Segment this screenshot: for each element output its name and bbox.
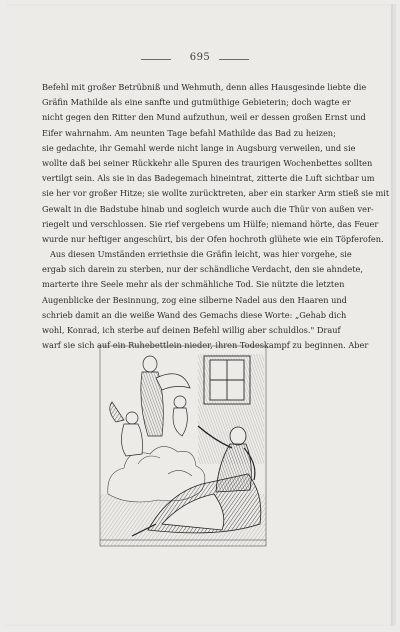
text-line: Aus diesen Umständen erriethsie die Gräfin leicht, was hier vorgehe, sie: [50, 249, 352, 260]
window: [204, 356, 250, 404]
text-line: Gewalt in die Badstube hinab und sogleich wurde auch die Thür von außen ver-: [42, 203, 374, 214]
text-line: wollte daß bei seiner Rückkehr alle Spuren des traurigen Wochenbettes sollten: [42, 157, 373, 168]
body-text: [42, 80, 390, 353]
text-line: riegelt und verschlossen. Sie rief vergebens um Hülfe; niemand hörte, das Feuer: [42, 218, 379, 229]
page-number: 695: [189, 52, 211, 63]
text-line: nicht gegen den Ritter den Mund aufzuthun, weil er dessen großen Ernst und: [42, 112, 366, 123]
text-line: wurde nur heftiger angeschürt, bis der Ofen hochroth glühete wie ein Töpferofen.: [42, 233, 384, 244]
text-line: marterte ihre Seele mehr als der schmähliche Tod. Sie nützte die letzten: [42, 279, 345, 290]
angels: [110, 356, 190, 456]
text-line: schrieb damit an die weiße Wand des Gemachs diese Worte: „Gehab dich: [42, 309, 347, 320]
text-line: Befehl mit großer Betrübniß und Wehmuth, denn alles Hausgesinde liebte die: [42, 82, 367, 92]
header-rule-right: [219, 59, 249, 60]
engraving-illustration: [98, 344, 268, 548]
text-line: warf sie sich auf ein Ruhebettlein nieder, ihren Todeskampf zu beginnen. Aber: [42, 340, 369, 351]
text-line: Eifer wahrnahm. Am neunten Tage befahl Mathilde das Bad zu heizen;: [42, 127, 336, 138]
text-line: Augenblicke der Besinnung, zog eine silberne Nadel aus den Haaren und: [42, 294, 347, 305]
page-edge: [391, 4, 393, 626]
text-line: ergab sich darein zu sterben, nur der schändliche Verdacht, den sie ahndete,: [42, 264, 363, 275]
text-line: sie gedachte, ihr Gemahl werde nicht lange in Augsburg verweilen, und sie: [42, 142, 356, 153]
text-line: wohl, Konrad, ich sterbe auf deinen Befehl willig aber schuldlos." Drauf: [42, 325, 341, 335]
text-line: Gräfin Mathilde als eine sanfte und gutmüthige Gebieterin; doch wagte er: [42, 97, 351, 108]
text-line: sie her vor großer Hitze; sie wollte zurücktreten, aber ein starker Arm stieß sie mit: [42, 188, 390, 199]
text-line: vertilgt sein. Als sie in das Badegemach hineintrat, zitterte die Luft sichtbar um: [42, 173, 375, 184]
